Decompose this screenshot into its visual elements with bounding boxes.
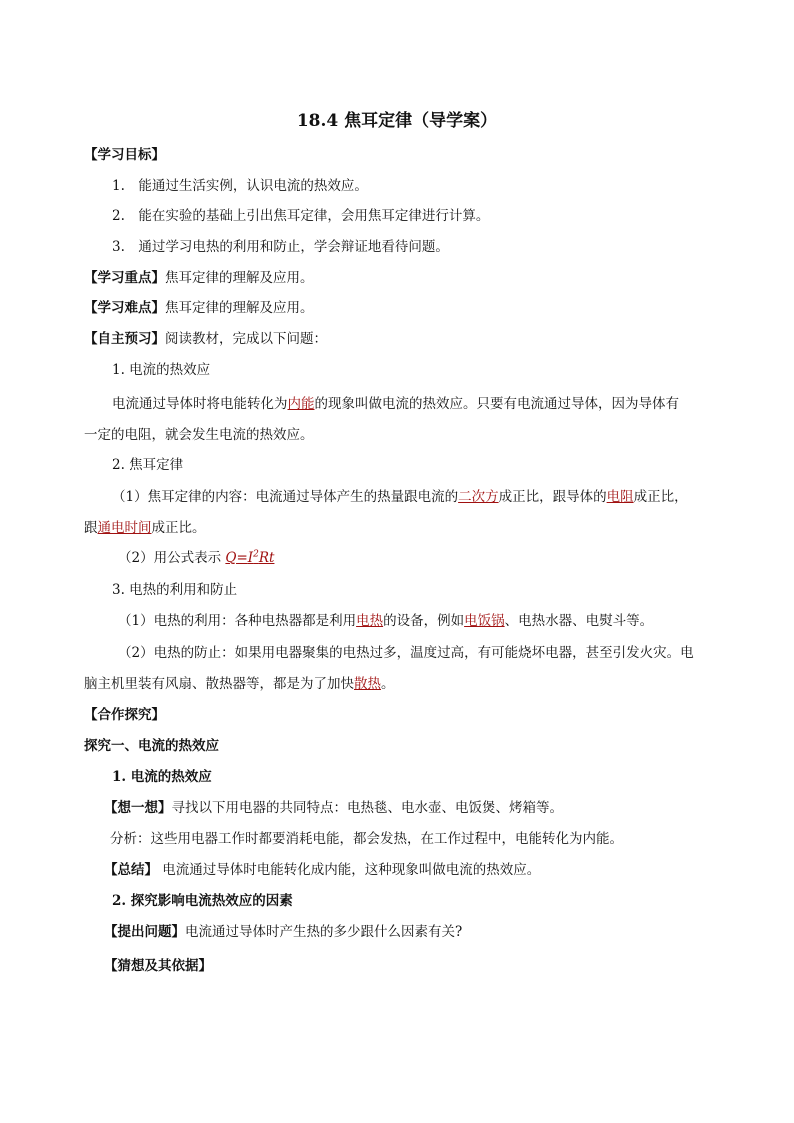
preview-text: 阅读教材，完成以下问题： [165,331,327,347]
goal-item: 2. 能在实验的基础上引出焦耳定律，会用焦耳定律进行计算。 [112,208,490,224]
guess-heading: 【猜想及其依据】 [104,958,212,974]
answer-fill: 散热 [354,676,381,692]
answer-fill: 电饭锅 [464,613,505,629]
key-point-text: 焦耳定律的理解及应用。 [165,270,314,286]
analysis-line: 分析：这些用电器工作时都要消耗电能，都会发热，在工作过程中，电能转化为内能。 [110,831,623,847]
think-label: 【想一想】 [104,800,172,816]
paragraph-line: （1）电热的利用：各种电热器都是利用电热的设备，例如电饭锅、电热水器、电熨斗等。 [118,613,654,629]
paragraph-line: （1）焦耳定律的内容：电流通过导体产生的热量跟电流的二次方成正比，跟导体的电阻成正比， [112,489,688,505]
answer-fill: 内能 [287,396,315,412]
summary-line: 【总结】 电流通过导体时电能转化成内能，这种现象叫做电流的热效应。 [104,862,541,878]
answer-fill: 二次方 [458,489,499,505]
section-heading: 2. 焦耳定律 [112,457,184,473]
page-title: 18.4 焦耳定律（导学案） [296,111,498,131]
paragraph-line: 电流通过导体时将电能转化为内能的现象叫做电流的热效应。只要有电流通过导体，因为导体有 [112,396,679,412]
paragraph-line: 跟通电时间成正比。 [84,520,206,536]
difficulty-label: 【学习难点】 [84,300,165,316]
difficulty-line [84,298,794,318]
think-line: 【想一想】寻找以下用电器的共同特点：电热毯、电水壶、电饭煲、烤箱等。 [104,800,563,816]
goal-item: 3. 通过学习电热的利用和防止，学会辩证地看待问题。 [112,239,449,255]
sub-heading: 2. 探究影响电流热效应的因素 [112,893,293,909]
key-point-label: 【学习重点】 [84,270,165,286]
sub-heading: 1. 电流的热效应 [112,769,212,785]
part-heading: 探究一、电流的热效应 [84,738,219,754]
goal-item: 1. 能通过生活实例，认识电流的热效应。 [112,178,368,194]
answer-fill: 电热 [356,613,384,629]
paragraph-line: 一定的电阻，就会发生电流的热效应。 [84,427,314,443]
paragraph-line: （2）电热的防止：如果用电器聚集的电热过多，温度过高，有可能烧坏电器，甚至引发火灾。电 [118,645,694,661]
question-line: 【提出问题】电流通过导体时产生热的多少跟什么因素有关? [104,924,463,940]
formula-line: （2）用公式表示 $Q=I^2Rt$ [118,549,275,566]
section-heading: 1. 电流的热效应 [112,362,211,378]
coop-heading: 【合作探究】 [84,707,165,723]
summary-label: 【总结】 [104,862,158,878]
paragraph-line: 脑主机里装有风扇、散热器等，都是为了加快散热。 [84,676,395,692]
preview-label: 【自主预习】 [84,331,165,347]
answer-fill: 通电时间 [97,520,152,536]
preview-line [84,329,794,349]
question-label: 【提出问题】 [104,924,185,940]
formula-answer: $Q=I^2Rt$ [225,549,275,566]
goals-heading: 【学习目标】 [84,147,165,163]
key-point-line [84,268,794,288]
section-heading: 3. 电热的利用和防止 [112,582,238,598]
answer-fill: 电阻 [606,489,634,505]
difficulty-text: 焦耳定律的理解及应用。 [165,300,314,316]
